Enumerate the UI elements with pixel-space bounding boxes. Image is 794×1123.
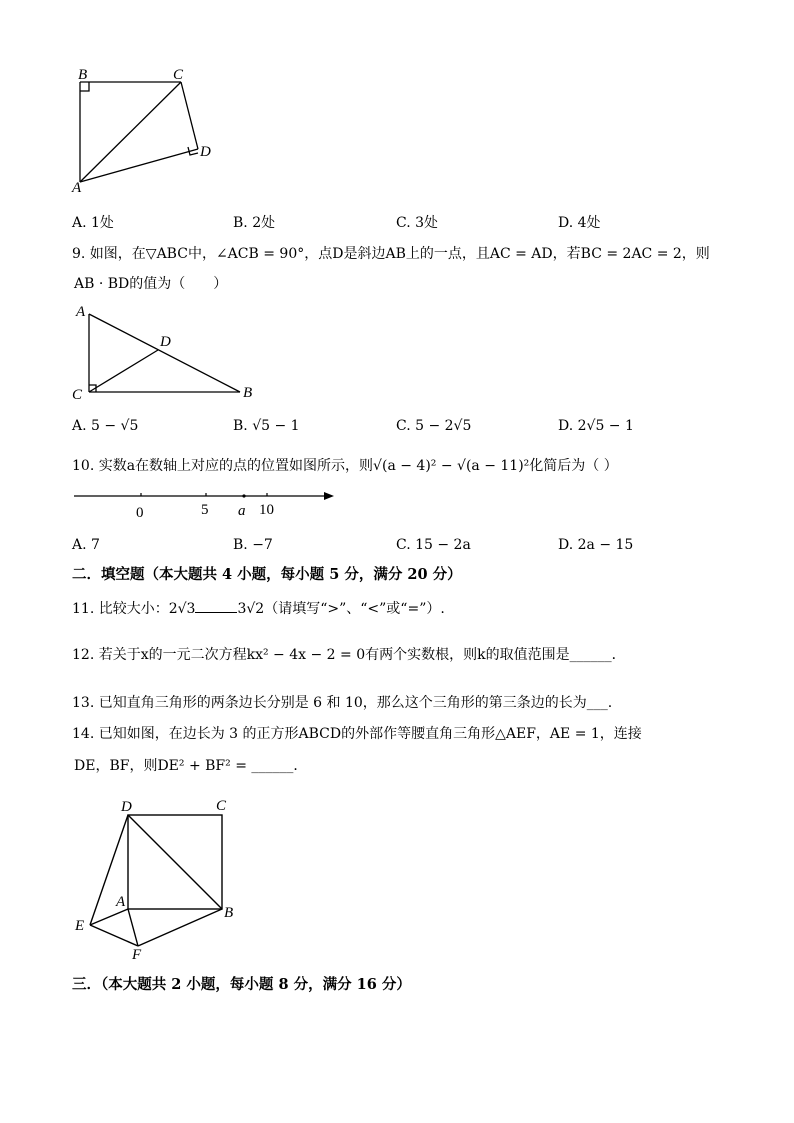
q9-option-c: C. 5 − 2√5: [396, 418, 472, 434]
q14-label-a: A: [116, 894, 126, 910]
q8-label-a: A: [72, 180, 82, 196]
q10-axis-label-5: 5: [201, 502, 209, 518]
q11: [72, 598, 445, 619]
q10-axis-label-0: 0: [136, 505, 144, 521]
q10-option-a: A. 7: [72, 537, 100, 553]
q8-label-c: C: [173, 67, 184, 83]
q10-stem: 10. 实数a在数轴上对应的点的位置如图所示，则√(a − 4)² − √(a − 11)²化简后为（ ）: [72, 458, 618, 474]
q8-option-c: C. 3处: [396, 215, 439, 231]
q9-label-c: C: [72, 387, 83, 403]
q8-option-b: B. 2处: [233, 215, 276, 231]
section-3-heading: 三．（本大题共 2 小题，每小题 8 分，满分 16 分）: [72, 976, 411, 993]
q14-figure: [68, 792, 248, 962]
q10-option-b: B. −7: [233, 537, 273, 553]
q14-label-b: B: [224, 905, 234, 921]
q14-label-e: E: [75, 918, 85, 934]
q11-answer-blank[interactable]: [195, 598, 237, 613]
q12: 12. 若关于x的一元二次方程kx² − 4x − 2 = 0有两个实数根，则k的取值范围是______．: [72, 647, 626, 663]
q9-stem-line2: AB · BD的值为（ ）: [74, 276, 228, 292]
q11-suffix: （请填写“>”、“<”或“=”）.: [264, 601, 445, 617]
q11-prefix: 11. 比较大小：: [72, 601, 169, 617]
q9-stem-line1: 9. 如图，在▽ABC中，∠ACB = 90°，点D是斜边AB上的一点，且AC = AD，若BC = 2AC = 2，则: [72, 246, 710, 262]
q11-right-expr: 3√2: [237, 601, 265, 617]
q9-label-a: A: [76, 304, 86, 320]
q8-option-a: A. 1处: [72, 215, 114, 231]
q10-option-d: D. 2a − 15: [558, 537, 634, 553]
section-2-heading: 二．填空题（本大题共 4 小题，每小题 5 分，满分 20 分）: [72, 566, 462, 583]
q11-left-expr: 2√3: [168, 601, 196, 617]
q9-label-b: B: [243, 385, 253, 401]
q14-label-d: D: [121, 799, 132, 815]
q9-label-d: D: [160, 334, 171, 350]
q8-label-d: D: [200, 144, 211, 160]
q9-option-d: D. 2√5 − 1: [558, 418, 634, 434]
q14-stem-line2: DE，BF，则DE² + BF² = ______．: [74, 758, 308, 774]
q8-option-d: D. 4处: [558, 215, 601, 231]
q10-number-line: [70, 484, 340, 522]
q14-stem-line1: 14. 已知如图，在边长为 3 的正方形ABCD的外部作等腰直角三角形△AEF，AE = 1，连接: [72, 726, 642, 742]
q14-label-c: C: [216, 798, 227, 814]
q8-figure: [60, 62, 230, 197]
q13: 13. 已知直角三角形的两条边长分别是 6 和 10，那么这个三角形的第三条边的长为___.: [72, 695, 613, 711]
q9-option-a: A. 5 − √5: [72, 418, 139, 434]
q9-option-b: B. √5 − 1: [233, 418, 300, 434]
q10-axis-label-10: 10: [259, 502, 274, 518]
q14-label-f: F: [132, 947, 142, 962]
q9-figure: [62, 300, 272, 405]
q10-axis-label-a: a: [238, 503, 246, 519]
q8-label-b: B: [78, 67, 88, 83]
q10-option-c: C. 15 − 2a: [396, 537, 471, 553]
